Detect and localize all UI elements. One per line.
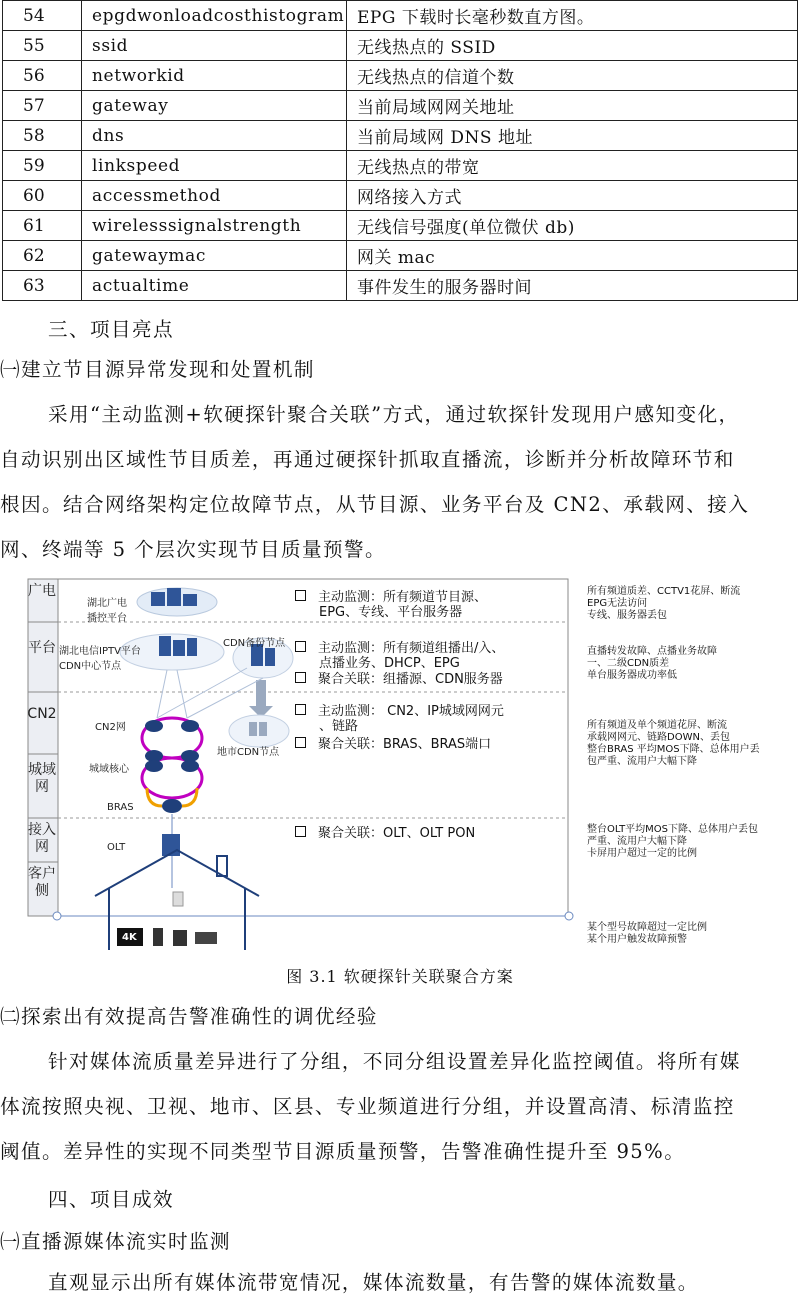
monitoring-item: 主动监测：所有频道节目源、 EPG、专线、平台服务器: [295, 590, 487, 620]
table-row: [3, 91, 798, 121]
field-name: accessmethod: [82, 181, 347, 211]
table-row: [3, 181, 798, 211]
paragraph-line: 阈值。差异性的实现不同类型节目源质量预警，告警准确性提升至 95%。: [0, 1140, 686, 1163]
paragraph-line: 采用“主动监测+软硬探针聚合关联”方式，通过软探针发现用户感知变化，: [48, 403, 740, 426]
paragraph-line: 直观显示出所有媒体流带宽情况，媒体流数量，有告警的媒体流数量。: [48, 1271, 699, 1294]
layer-label: 客户侧: [28, 866, 56, 899]
field-description: 无线热点的 SSID: [347, 31, 798, 61]
field-table: [2, 0, 798, 301]
field-name: actualtime: [82, 271, 347, 301]
laptop-icon: [195, 932, 217, 944]
node-label: 城域核心: [89, 764, 129, 775]
field-description: 当前局域网网关地址: [347, 91, 798, 121]
table-row: [3, 61, 798, 91]
paragraph-line: 针对媒体流质量差异进行了分组，不同分组设置差异化监控阈值。将所有媒: [48, 1050, 741, 1073]
subsection-heading: ㈡探索出有效提高告警准确性的调优经验: [0, 1005, 378, 1028]
table-row: [3, 211, 798, 241]
figure-caption: 图 3.1 软硬探针关联聚合方案: [286, 967, 514, 986]
monitoring-item: 聚合关联：BRAS、BRAS端口: [295, 737, 491, 752]
paragraph-line: 自动识别出区域性节目质差，再通过硬探针抓取直播流，诊断并分析故障环节和: [0, 448, 735, 471]
row-number: 63: [3, 271, 82, 301]
field-description: EPG 下载时长毫秒数直方图。: [347, 1, 798, 31]
layer-label: 广电: [28, 583, 56, 599]
broadcast-server-icon: [137, 588, 217, 616]
node-label: 湖北广电 播控平台: [87, 598, 127, 624]
field-description: 当前局域网 DNS 地址: [347, 121, 798, 151]
field-description: 无线信号强度(单位微伏 db): [347, 211, 798, 241]
subsection-heading: ㈠直播源媒体流实时监测: [0, 1230, 231, 1253]
architecture-diagram: [27, 578, 773, 950]
section-heading: 四、项目成效: [48, 1188, 174, 1211]
row-number: 59: [3, 151, 82, 181]
row-number: 56: [3, 61, 82, 91]
paragraph-line: 体流按照央视、卫视、地市、区县、专业频道进行分组，并设置高清、标清监控: [0, 1095, 735, 1118]
section-heading: 三、项目亮点: [48, 318, 174, 341]
layer-label: 平台: [28, 640, 56, 656]
monitoring-item: 主动监测：所有频道组播出/入、 点播业务、DHCP、EPG: [295, 641, 504, 671]
node-label: 湖北电信IPTV平台 CDN中心节点: [59, 646, 141, 672]
field-description: 无线热点的信道个数: [347, 61, 798, 91]
table-row: [3, 151, 798, 181]
row-number: 62: [3, 241, 82, 271]
row-number: 61: [3, 211, 82, 241]
node-label: BRAS: [107, 802, 134, 813]
row-number: 60: [3, 181, 82, 211]
table-row: [3, 31, 798, 61]
table-row: [3, 271, 798, 301]
field-description: 网络接入方式: [347, 181, 798, 211]
fault-list: 整台OLT平均MOS下降、总体用户丢包 严重、流用户大幅下降 卡屏用户超过一定的比例: [587, 824, 759, 859]
phone-icon: [153, 928, 163, 946]
row-number: 58: [3, 121, 82, 151]
field-name: linkspeed: [82, 151, 347, 181]
table-row: [3, 1, 798, 31]
layer-label: 接入网: [28, 822, 56, 855]
field-name: gatewaymac: [82, 241, 347, 271]
table-row: [3, 241, 798, 271]
paragraph-line: 根因。结合网络架构定位故障节点，从节目源、业务平台及 CN2、承载网、接入: [0, 493, 750, 516]
node-label: CN2网: [95, 722, 126, 733]
fault-list: 所有频道质差、CCTV1花屏、断流 EPG无法访问 专线、服务器丢包: [587, 586, 741, 621]
field-name: ssid: [82, 31, 347, 61]
field-name: gateway: [82, 91, 347, 121]
field-name: dns: [82, 121, 347, 151]
monitoring-item: 聚合关联：OLT、OLT PON: [295, 826, 475, 841]
row-number: 55: [3, 31, 82, 61]
field-name: networkid: [82, 61, 347, 91]
field-description: 无线热点的带宽: [347, 151, 798, 181]
row-number: 54: [3, 1, 82, 31]
field-name: epgdwonloadcosthistogram: [82, 1, 347, 31]
layer-label: CN2: [27, 706, 57, 722]
node-label: OLT: [107, 842, 126, 853]
fault-list: 直播转发故障、点播业务故障 一、二级CDN质差 单台服务器成功率低: [587, 646, 717, 681]
node-label: CDN备份节点: [223, 638, 286, 649]
paragraph-line: 网、终端等 5 个层次实现节目质量预警。: [0, 538, 387, 561]
field-description: 网关 mac: [347, 241, 798, 271]
layer-label: 城域网: [28, 762, 56, 795]
table-row: [3, 121, 798, 151]
row-number: 57: [3, 91, 82, 121]
subsection-heading: ㈠建立节目源异常发现和处置机制: [0, 358, 315, 381]
monitoring-item: 聚合关联：组播源、CDN服务器: [295, 672, 503, 687]
fault-list: 所有频道及单个频道花屏、断流 承载网网元、链路DOWN、丢包 整台BRAS 平均MOS下降、总体用户丢 包严重、流用户大幅下降: [587, 720, 760, 767]
field-name: wirelesssignalstrength: [82, 211, 347, 241]
tv-4k-label: 4K: [122, 932, 137, 943]
fault-list: 某个型号故障超过一定比例 某个用户触发故障预警: [587, 922, 707, 945]
node-label: 地市CDN节点: [217, 747, 280, 758]
monitoring-item: 主动监测： CN2、IP城域网网元 、链路: [295, 704, 504, 734]
tablet-icon: [173, 930, 187, 946]
field-description: 事件发生的服务器时间: [347, 271, 798, 301]
